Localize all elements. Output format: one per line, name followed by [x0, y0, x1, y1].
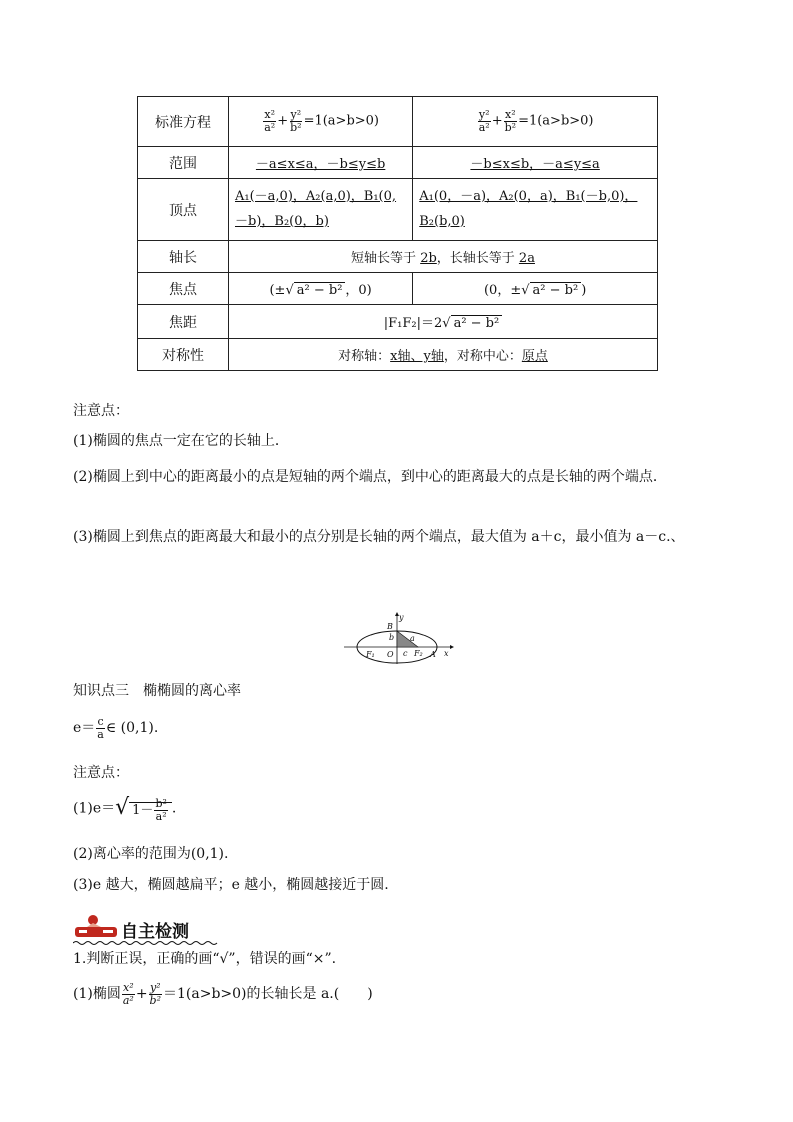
notes-title-2: 注意点： — [73, 765, 129, 781]
figure-label: x — [444, 649, 449, 658]
axis-length: 短轴长等于 2b，长轴长等于 2a — [229, 241, 658, 273]
vertices-x: A₁(－a,0)，A₂(a,0)，B₁(0, －b)，B₂(0，b) — [229, 179, 413, 241]
figure-label: b — [389, 633, 395, 642]
figure-label: y — [399, 613, 404, 622]
figure-label: A — [430, 650, 436, 659]
figure-label: O — [387, 650, 394, 659]
ecc-note-3: (3)e 越大，椭圆越扁平；e 越小，椭圆越接近于圆. — [73, 877, 389, 893]
table-row — [138, 147, 658, 179]
sqrt-symbol: √ a² − b² — [521, 283, 581, 298]
sqrt-symbol: √ a² − b² — [285, 283, 345, 298]
question-1: 1.判断正误，正确的画“√”，错误的画“×”. — [73, 951, 337, 967]
table-row — [138, 179, 658, 241]
table-row — [138, 241, 658, 273]
x-axis-arrow — [450, 645, 454, 649]
standard-equation-y: $\frac{\text{y²}}{\text{a²}}$ + $\frac{\text{x²}}{\text{b²}}$ =1(a>b>0) — [413, 97, 658, 147]
foci-y: (0，±√ a² − b² ) — [413, 273, 658, 305]
ellipse-diagram — [340, 610, 460, 665]
symmetry: 对称轴：x轴、y轴，对称中心：原点 — [229, 339, 658, 371]
sqrt-symbol: √ a² − b² — [442, 316, 502, 331]
table-row — [138, 273, 658, 305]
figure-label: F₁ — [366, 650, 375, 659]
ellipse-properties-table — [137, 96, 658, 371]
shaded-triangle — [397, 631, 418, 647]
heading-wavy-underline — [73, 940, 223, 946]
section-title: 知识点三 椭椭圆的离心率 — [73, 683, 241, 699]
section-heading: 自主检测 — [121, 922, 189, 942]
table-row — [138, 97, 658, 147]
question-1-1: (1)椭圆 $\frac{\text{x²}}{\text{a²}}$ + $\frac{\text{y²}}{\text{b²}}$ ＝1(a>b>0)的长轴长是 a.( ) — [73, 981, 373, 1007]
table-row — [138, 305, 658, 339]
ecc-note-2: (2)离心率的范围为(0,1). — [73, 846, 229, 862]
figure-label: F₂ — [414, 649, 423, 658]
range-x: －a≤x≤a，－b≤y≤b — [229, 147, 413, 179]
note-1: (1)椭圆的焦点一定在它的长轴上． — [73, 433, 289, 449]
person-writing-icon — [73, 913, 119, 941]
figure-label: c — [403, 649, 408, 658]
standard-equation-x: $\frac{\text{x²}}{\text{a²}}$ + $\frac{\text{y²}}{\text{b²}}$ =1(a>b>0) — [229, 97, 413, 147]
note-3: (3)椭圆上到焦点的距离最大和最小的点分别是长轴的两个端点，最大值为 a＋c，最小值为 a－c.、 — [73, 529, 685, 545]
vertices-y: A₁(0，－a)，A₂(0，a)，B₁(－b,0)， B₂(b,0) — [413, 179, 658, 241]
row-label: 范围 — [138, 147, 229, 179]
focal-distance: |F₁F₂|＝2√ a² − b² — [229, 305, 658, 339]
row-label: 焦距 — [138, 305, 229, 339]
notes-title: 注意点： — [73, 403, 129, 419]
ecc-note-1: (1)e＝√ 1－ $\frac{\text{b²}}{\text{a²}}$ . — [73, 795, 177, 823]
figure-label: B — [387, 622, 393, 631]
row-label: 顶点 — [138, 179, 229, 241]
table-row — [138, 339, 658, 371]
row-label: 标准方程 — [138, 97, 229, 147]
row-label: 轴长 — [138, 241, 229, 273]
sqrt-symbol: √ 1－ $\frac{\text{b²}}{\text{a²}}$ — [115, 794, 172, 823]
figure-label: a — [410, 634, 415, 643]
row-label: 对称性 — [138, 339, 229, 371]
row-label: 焦点 — [138, 273, 229, 305]
range-y: －b≤x≤b，－a≤y≤a — [413, 147, 658, 179]
note-2: (2)椭圆上到中心的距离最小的点是短轴的两个端点，到中心的距离最大的点是长轴的两个端点． — [73, 469, 667, 485]
foci-x: (±√ a² − b² ，0) — [229, 273, 413, 305]
eccentricity-formula: e＝ $\frac{c}{a}$ ∈ (0,1). — [73, 715, 159, 741]
